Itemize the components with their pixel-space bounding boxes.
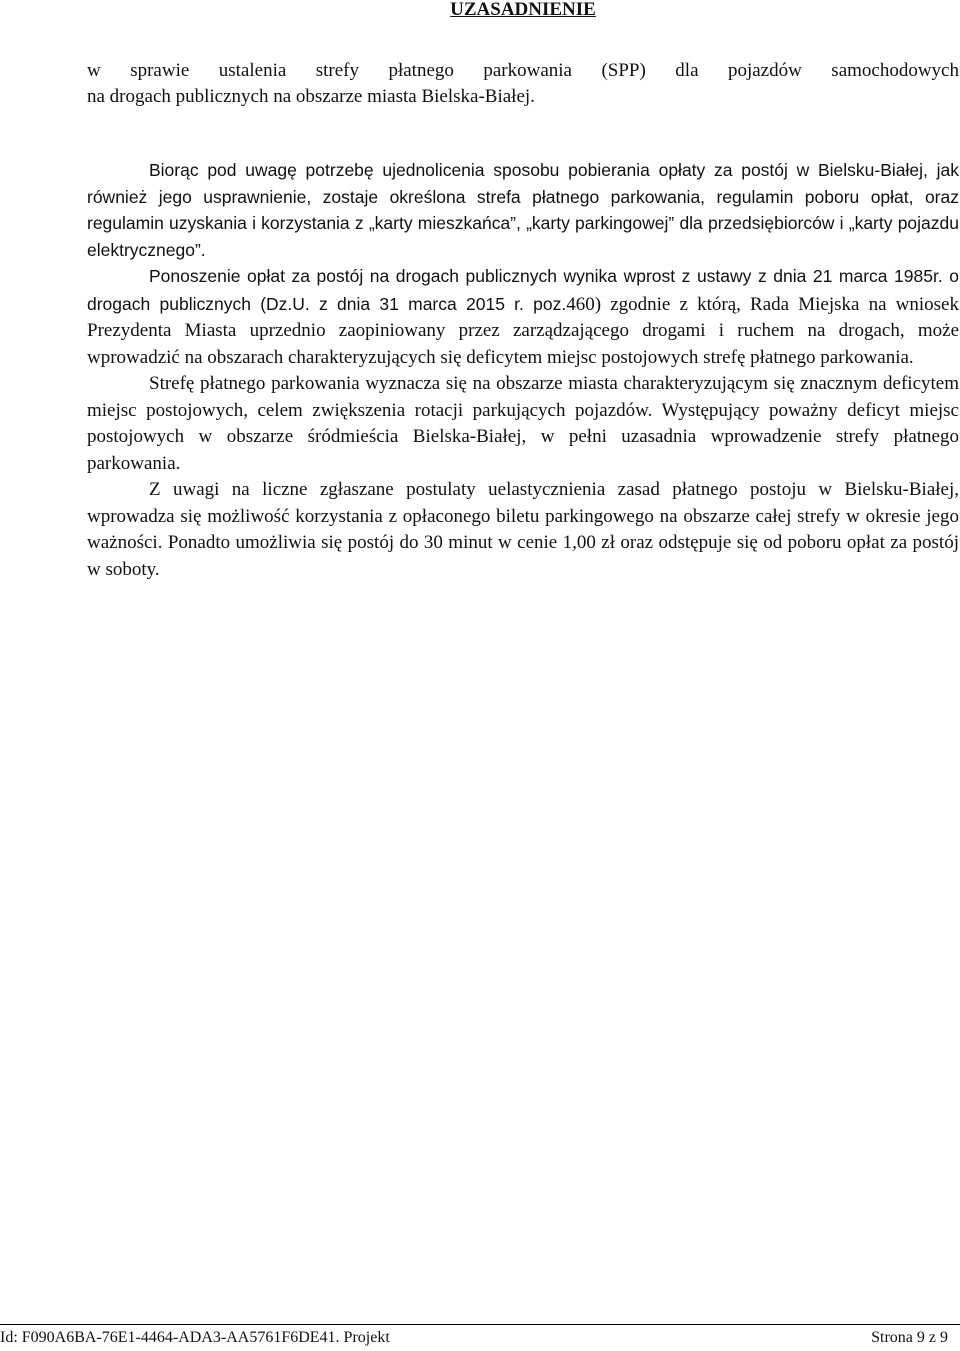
subject-line-1: w sprawie ustalenia strefy płatnego parkowania (SPP) dla pojazdów samochodowych	[87, 60, 959, 81]
footer-divider	[0, 1324, 960, 1325]
document-heading: UZASADNIENIE	[450, 0, 596, 20]
paragraph-1: Biorąc pod uwagę potrzebę ujednolicenia sposobu pobierania opłaty za postój w Bielsku-Białej, jak również jego usprawnienie, zostaje określona strefa płatnego parkowania, regulamin poboru opłat, oraz regulamin uzyskania i korzystania z „karty mieszkańca”, „karty parkingowej” dla przedsiębiorców i „karty pojazdu elektrycznego”.	[87, 160, 959, 260]
subject-line-2: na drogach publicznych na obszarze miasta Bielska-Białej.	[87, 86, 535, 107]
paragraph-3: Strefę płatnego parkowania wyznacza się na obszarze miasta charakteryzującym się znacznym deficytem miejsc postojowych, celem zwiększenia rotacji parkujących pojazdów. Występujący poważny deficyt miejsc postojowych w obszarze śródmieścia Bielska-Białej, w pełni uzasadnia wprowadzenie strefy płatnego parkowania.	[87, 373, 959, 474]
footer-page-number: Strona 9 z 9	[871, 1329, 948, 1346]
document-body	[87, 157, 959, 583]
paragraph-4: Z uwagi na liczne zgłaszane postulaty uelastycznienia zasad płatnego postoju w Bielsku-Białej, wprowadza się możliwość korzystania z opłaconego biletu parkingowego na obszarze całej strefy w okresie jego ważności. Ponadto umożliwia się postój do 30 minut w cenie 1,00 zł oraz odstępuje się od poboru opłat za postój w soboty.	[87, 479, 959, 580]
paragraph-2	[87, 263, 959, 371]
document-subject	[87, 58, 959, 110]
paragraph-2-serif-part: 460) zgodnie z którą, Rada Miejska na wniosek Prezydenta Miasta uprzednio zaopiniowany przez zarządzającego drogami i ruchem na drogach, może wprowadzić na obszarach charakteryzujących się deficytem miejsc postojowych strefę płatnego parkowania.	[87, 293, 959, 368]
footer-document-id: Id: F090A6BA-76E1-4464-ADA3-AA5761F6DE41. Projekt	[0, 1329, 390, 1346]
paragraph-2-sans-part: Ponoszenie opłat za postój na drogach publicznych wynika wprost z ustawy z dnia 21 marca 1985r. o drogach publicznych (Dz.U. z dnia 31 marca 2015 r. poz.	[87, 266, 959, 314]
